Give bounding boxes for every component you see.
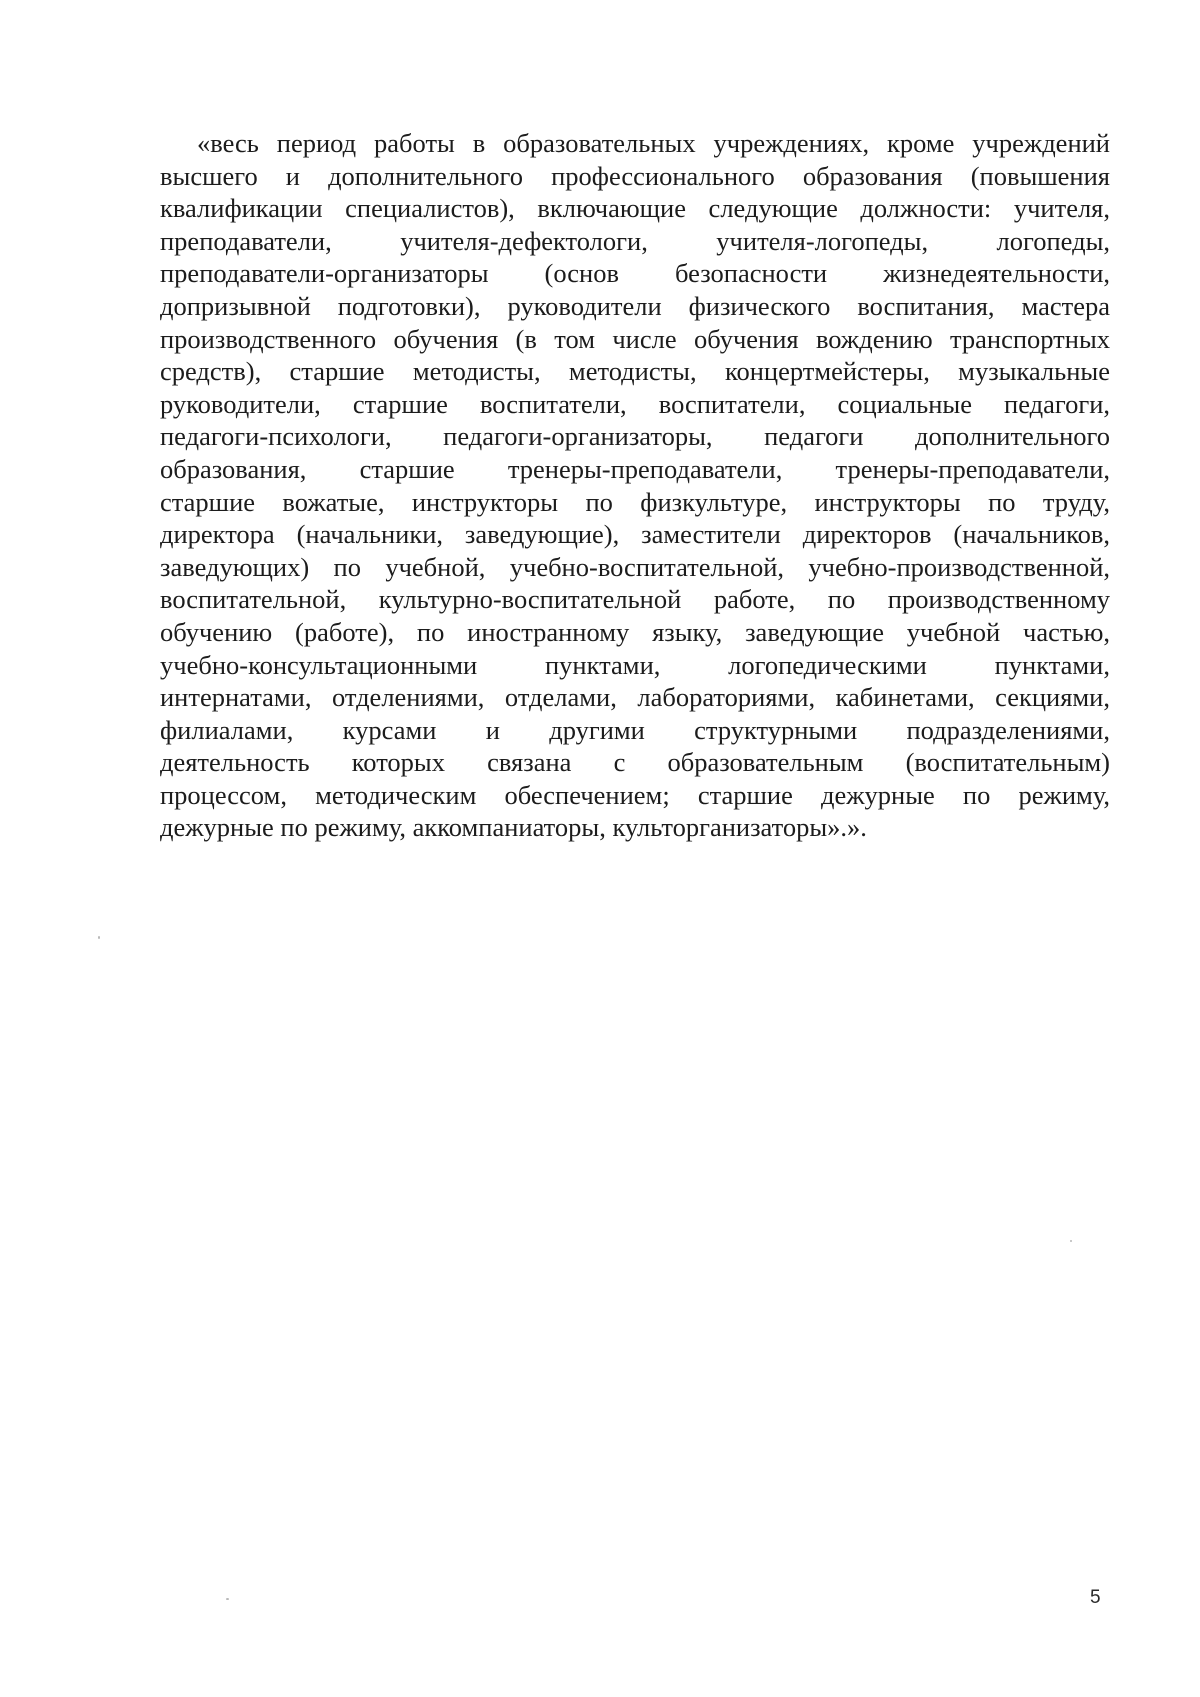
scan-speck (1070, 1240, 1072, 1242)
paragraph-line: деятельность которых связана с образовательным (воспитательным) (160, 747, 1110, 778)
scan-speck (98, 936, 100, 939)
paragraph-line: образования, старшие тренеры-преподаватели, тренеры-преподаватели, (160, 453, 1110, 484)
paragraph-line: «весь период работы в образовательных учреждениях, кроме учреждений (197, 128, 1110, 158)
paragraph-line: воспитательной, культурно-воспитательной работе, по производственному (160, 584, 1110, 615)
paragraph-line: старшие вожатые, инструкторы по физкультуре, инструкторы по труду, (160, 486, 1110, 517)
paragraph-line: заведующих) по учебной, учебно-воспитательной, учебно-производственной, (160, 551, 1110, 582)
paragraph-line: преподаватели-организаторы (основ безопасности жизнедеятельности, (160, 258, 1110, 289)
page-number: 5 (1090, 1587, 1101, 1608)
paragraph-line: преподаватели, учителя-дефектологи, учителя-логопеды, логопеды, (160, 225, 1110, 256)
scan-speck (226, 1598, 229, 1600)
paragraph-line: педагоги-психологи, педагоги-организаторы, педагоги дополнительного (160, 421, 1110, 452)
body-paragraph (160, 127, 1110, 844)
paragraph-line: директора (начальники, заведующие), заместители директоров (начальников, (160, 519, 1110, 550)
paragraph-line: высшего и дополнительного профессионального образования (повышения (160, 160, 1110, 191)
paragraph-line: обучению (работе), по иностранному языку, заведующие учебной частью, (160, 616, 1110, 647)
paragraph-line: руководители, старшие воспитатели, воспитатели, социальные педагоги, (160, 388, 1110, 419)
paragraph-line: процессом, методическим обеспечением; старшие дежурные по режиму, (160, 779, 1110, 810)
paragraph-line: филиалами, курсами и другими структурными подразделениями, (160, 714, 1110, 745)
paragraph-line: средств), старшие методисты, методисты, концертмейстеры, музыкальные (160, 356, 1110, 387)
paragraph-line: производственного обучения (в том числе обучения вождению транспортных (160, 323, 1110, 354)
paragraph-line: интернатами, отделениями, отделами, лабораториями, кабинетами, секциями, (160, 682, 1110, 713)
paragraph-line: дежурные по режиму, аккомпаниаторы, культорганизаторы».». (160, 812, 867, 843)
paragraph-line: учебно-консультационными пунктами, логопедическими пунктами, (160, 649, 1110, 680)
paragraph-line: допризывной подготовки), руководители физического воспитания, мастера (160, 290, 1110, 321)
paragraph-line: квалификации специалистов), включающие следующие должности: учителя, (160, 193, 1110, 224)
